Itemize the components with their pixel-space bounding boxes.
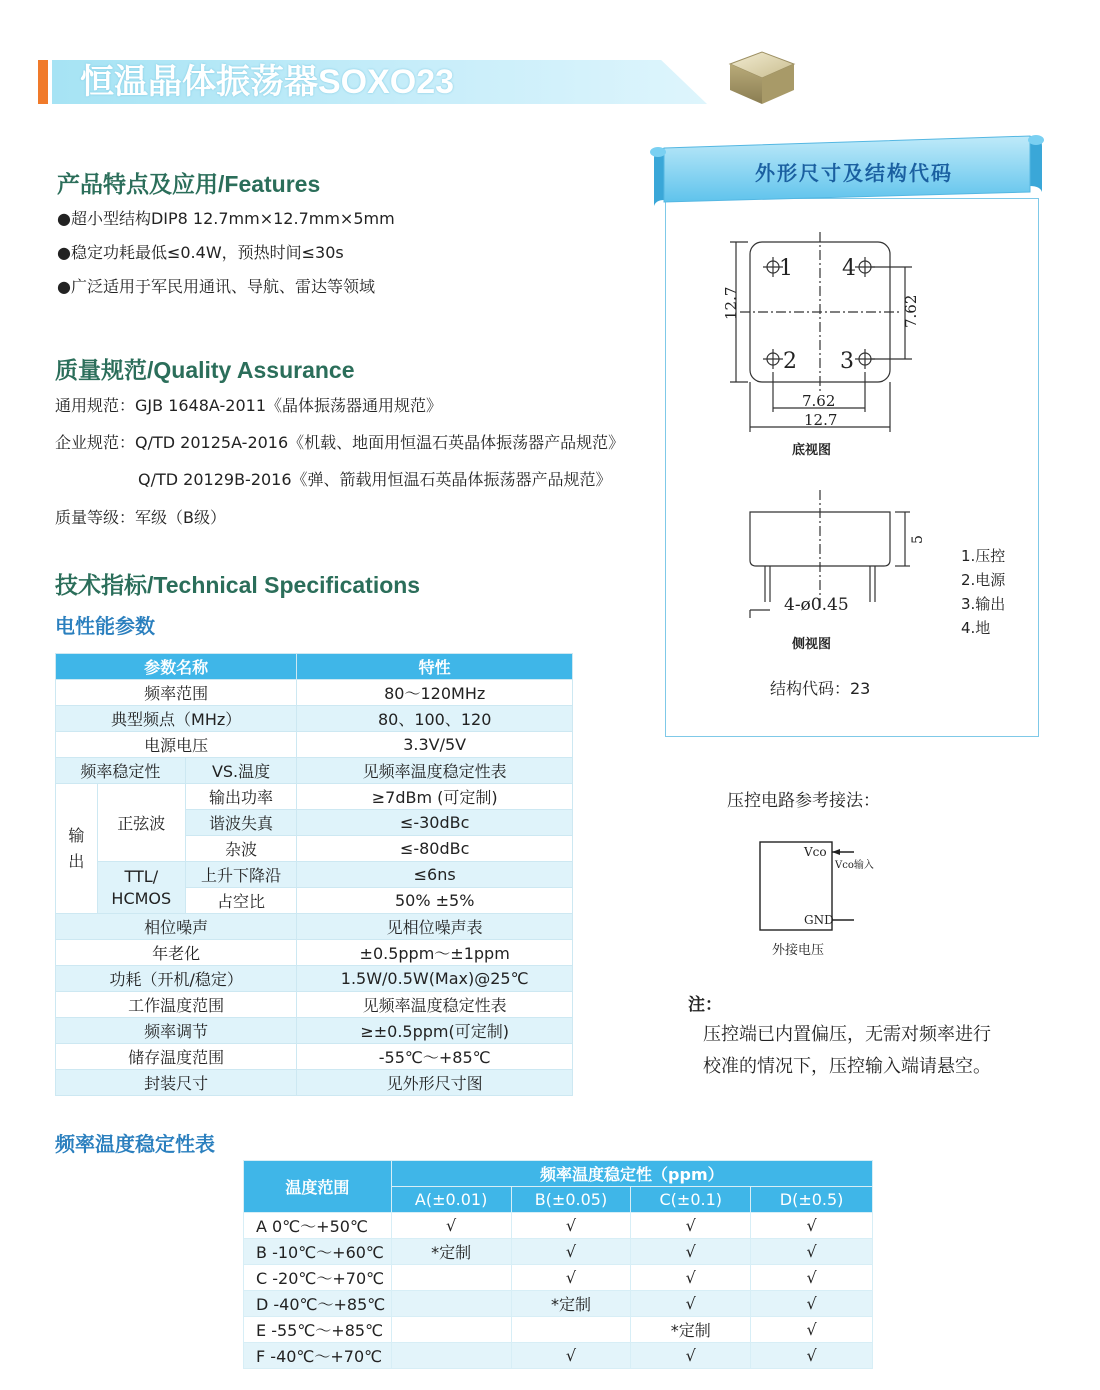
general-spec-line [55, 393, 442, 416]
pin-function-item: 3.输出 [961, 595, 1006, 613]
table-row [244, 1343, 873, 1369]
param-cell: 典型频点（MHz） [56, 706, 297, 732]
bottom-view-drawing [700, 232, 940, 462]
value-cell: 见频率温度稳定性表 [297, 992, 573, 1018]
stability-cell: √ [631, 1343, 751, 1369]
pin-2-circle [763, 349, 783, 369]
note-label: 注： [688, 995, 722, 1015]
dim-thickness-label: 5 [910, 535, 926, 544]
table-row [56, 1070, 573, 1096]
stability-col-header: D(±0.5) [751, 1187, 873, 1213]
bottom-view-caption: 底视图 [792, 443, 832, 458]
vco-pin-label: Vco [804, 845, 827, 859]
stability-cell: *定制 [511, 1291, 631, 1317]
note-line-2: 校准的情况下，压控输入端请悬空。 [703, 1056, 991, 1077]
enterprise-spec-value-1: Q/TD 20125A-2016《机载、地面用恒温石英晶体振荡器产品规范》 [135, 433, 625, 452]
stability-cell: √ [511, 1239, 631, 1265]
param-cell: 工作温度范围 [56, 992, 297, 1018]
range-cell: D -40℃～+85℃ [244, 1291, 392, 1317]
range-cell: C -20℃～+70℃ [244, 1265, 392, 1291]
stability-cell [391, 1343, 511, 1369]
value-cell: 80、100、120 [297, 706, 573, 732]
structure-code: 结构代码：23 [770, 679, 871, 698]
note-line-1: 压控端已内置偏压，无需对频率进行 [703, 1024, 991, 1045]
param-sub-cell: 输出功率 [185, 784, 297, 810]
features-heading: 产品特点及应用/Features [57, 171, 321, 197]
stability-cell: √ [751, 1239, 873, 1265]
pin-3-label: 3 [840, 349, 854, 374]
range-cell: B -10℃～+60℃ [244, 1239, 392, 1265]
dim-pin-diameter-label: 4-ø0.45 [784, 595, 849, 615]
table-row [244, 1239, 873, 1265]
side-view-drawing [700, 490, 940, 658]
table-row [56, 966, 573, 992]
stability-cell: √ [511, 1265, 631, 1291]
stability-cell: *定制 [391, 1239, 511, 1265]
table-row [56, 992, 573, 1018]
stability-cell: √ [751, 1213, 873, 1239]
param-sub-cell: 谐波失真 [185, 810, 297, 836]
pin-2-label: 2 [783, 349, 797, 374]
stability-cell [511, 1317, 631, 1343]
stability-cell: √ [391, 1213, 511, 1239]
page-title: 恒温晶体振荡器SOXO23 [80, 63, 455, 101]
param-sub-cell: 上升下降沿 [185, 862, 297, 888]
value-cell: 3.3V/5V [297, 732, 573, 758]
vco-heading: 压控电路参考接法： [727, 791, 880, 811]
value-cell: ±0.5ppm～±1ppm [297, 940, 573, 966]
stability-cell: √ [511, 1213, 631, 1239]
freq-table [243, 1160, 873, 1369]
stability-cell: √ [631, 1239, 751, 1265]
table-row [56, 914, 573, 940]
dim-pin-v-label: 7.62 [902, 294, 920, 328]
table-row [56, 862, 573, 888]
spec-table [55, 653, 573, 1096]
param-cell: 储存温度范围 [56, 1044, 297, 1070]
feature-item: ●广泛适用于军民用通讯、导航、雷达等领域 [57, 277, 375, 296]
quality-heading: 质量规范/Quality Assurance [55, 357, 355, 383]
table-row [56, 940, 573, 966]
product-photo [722, 48, 798, 110]
value-cell: ≤-80dBc [297, 836, 573, 862]
dim-height-label: 12.7 [722, 286, 740, 320]
stability-cell: √ [751, 1291, 873, 1317]
electrical-heading: 电性能参数 [55, 614, 155, 638]
table-row [56, 784, 573, 810]
ttl-group-cell: TTL/ HCMOS [97, 862, 185, 914]
general-spec-value: GJB 1648A-2011《晶体振荡器通用规范》 [135, 396, 443, 415]
value-cell: 见外形尺寸图 [297, 1070, 573, 1096]
value-cell: 见频率温度稳定性表 [297, 758, 573, 784]
table-row [56, 758, 573, 784]
quality-grade-line [55, 505, 226, 528]
table-row [56, 680, 573, 706]
stability-cell: √ [631, 1213, 751, 1239]
general-spec-label: 通用规范： [55, 396, 136, 415]
tech-heading: 技术指标/Technical Specifications [55, 572, 421, 598]
stability-cell: √ [751, 1265, 873, 1291]
param-cell: 频率稳定性 [56, 758, 186, 784]
range-cell: A 0℃～+50℃ [244, 1213, 392, 1239]
table-row [244, 1291, 873, 1317]
enterprise-spec-line [55, 430, 624, 453]
stability-cell: √ [631, 1265, 751, 1291]
output-group-cell: 输 出 [56, 784, 98, 914]
feature-item: ●稳定功耗最低≤0.4W，预热时间≤30s [57, 243, 344, 262]
stability-cell [391, 1291, 511, 1317]
stability-cell: √ [751, 1317, 873, 1343]
dimension-panel-title: 外形尺寸及结构代码 [755, 161, 953, 185]
param-cell: 年老化 [56, 940, 297, 966]
header-accent-bar [38, 60, 48, 104]
pin-function-item: 4.地 [961, 619, 991, 637]
value-cell: 1.5W/0.5W(Max)@25℃ [297, 966, 573, 992]
param-cell: 频率调节 [56, 1018, 297, 1044]
stability-cell [391, 1317, 511, 1343]
stability-col-header: B(±0.05) [511, 1187, 631, 1213]
vco-circuit-diagram [750, 832, 890, 967]
stability-cell: √ [631, 1291, 751, 1317]
enterprise-spec-value-2: Q/TD 20129B-2016《弹、箭载用恒温石英晶体振荡器产品规范》 [138, 470, 612, 489]
pin-function-list [961, 544, 1005, 640]
sine-group-cell: 正弦波 [97, 784, 185, 862]
table-row [56, 732, 573, 758]
table-row [56, 706, 573, 732]
value-cell: ≤6ns [297, 862, 573, 888]
grade-value: 军级（B级） [135, 508, 226, 527]
vco-caption: 外接电压 [772, 943, 825, 958]
stability-col-header: A(±0.01) [391, 1187, 511, 1213]
param-cell: 封装尺寸 [56, 1070, 297, 1096]
stability-cell: *定制 [631, 1317, 751, 1343]
table-row [56, 1018, 573, 1044]
value-cell: 50% ±5% [297, 888, 573, 914]
range-cell: F -40℃～+70℃ [244, 1343, 392, 1369]
param-sub-cell: 占空比 [185, 888, 297, 914]
table-row [56, 1044, 573, 1070]
param-cell: 相位噪声 [56, 914, 297, 940]
table-row [244, 1265, 873, 1291]
value-cell: ≥7dBm (可定制) [297, 784, 573, 810]
dim-pin-h-label: 7.62 [802, 392, 836, 410]
pin-function-item: 2.电源 [961, 571, 1006, 589]
param-cell: 电源电压 [56, 732, 297, 758]
vco-input-label: Vco输入 [835, 860, 874, 871]
stability-group-header: 频率温度稳定性（ppm） [391, 1161, 872, 1187]
temp-range-header: 温度范围 [244, 1161, 392, 1213]
stability-cell [391, 1265, 511, 1291]
param-sub-cell: 杂波 [185, 836, 297, 862]
gnd-pin-label: GND [804, 913, 834, 927]
param-cell: 功耗（开机/稳定） [56, 966, 297, 992]
freq-table-heading: 频率温度稳定性表 [55, 1132, 215, 1156]
param-cell: 频率范围 [56, 680, 297, 706]
value-cell: 80～120MHz [297, 680, 573, 706]
pin-4-label: 4 [842, 256, 856, 281]
feature-item: ●超小型结构DIP8 12.7mm×12.7mm×5mm [57, 209, 395, 228]
param-sub-cell: VS.温度 [185, 758, 297, 784]
table-row [244, 1317, 873, 1343]
dim-width-label: 12.7 [804, 411, 838, 429]
value-cell: 见相位噪声表 [297, 914, 573, 940]
range-cell: E -55℃～+85℃ [244, 1317, 392, 1343]
stability-cell: √ [511, 1343, 631, 1369]
stability-col-header: C(±0.1) [631, 1187, 751, 1213]
col-param-header: 参数名称 [56, 654, 297, 680]
stability-cell: √ [751, 1343, 873, 1369]
table-row [244, 1213, 873, 1239]
value-cell: ≥±0.5ppm(可定制) [297, 1018, 573, 1044]
value-cell: -55℃～+85℃ [297, 1044, 573, 1070]
pin-1-label: 1 [779, 256, 793, 281]
grade-label: 质量等级： [55, 508, 136, 527]
col-char-header: 特性 [297, 654, 573, 680]
side-view-caption: 侧视图 [792, 637, 832, 652]
enterprise-spec-label: 企业规范： [55, 433, 136, 452]
value-cell: ≤-30dBc [297, 810, 573, 836]
pin-function-item: 1.压控 [961, 547, 1006, 565]
